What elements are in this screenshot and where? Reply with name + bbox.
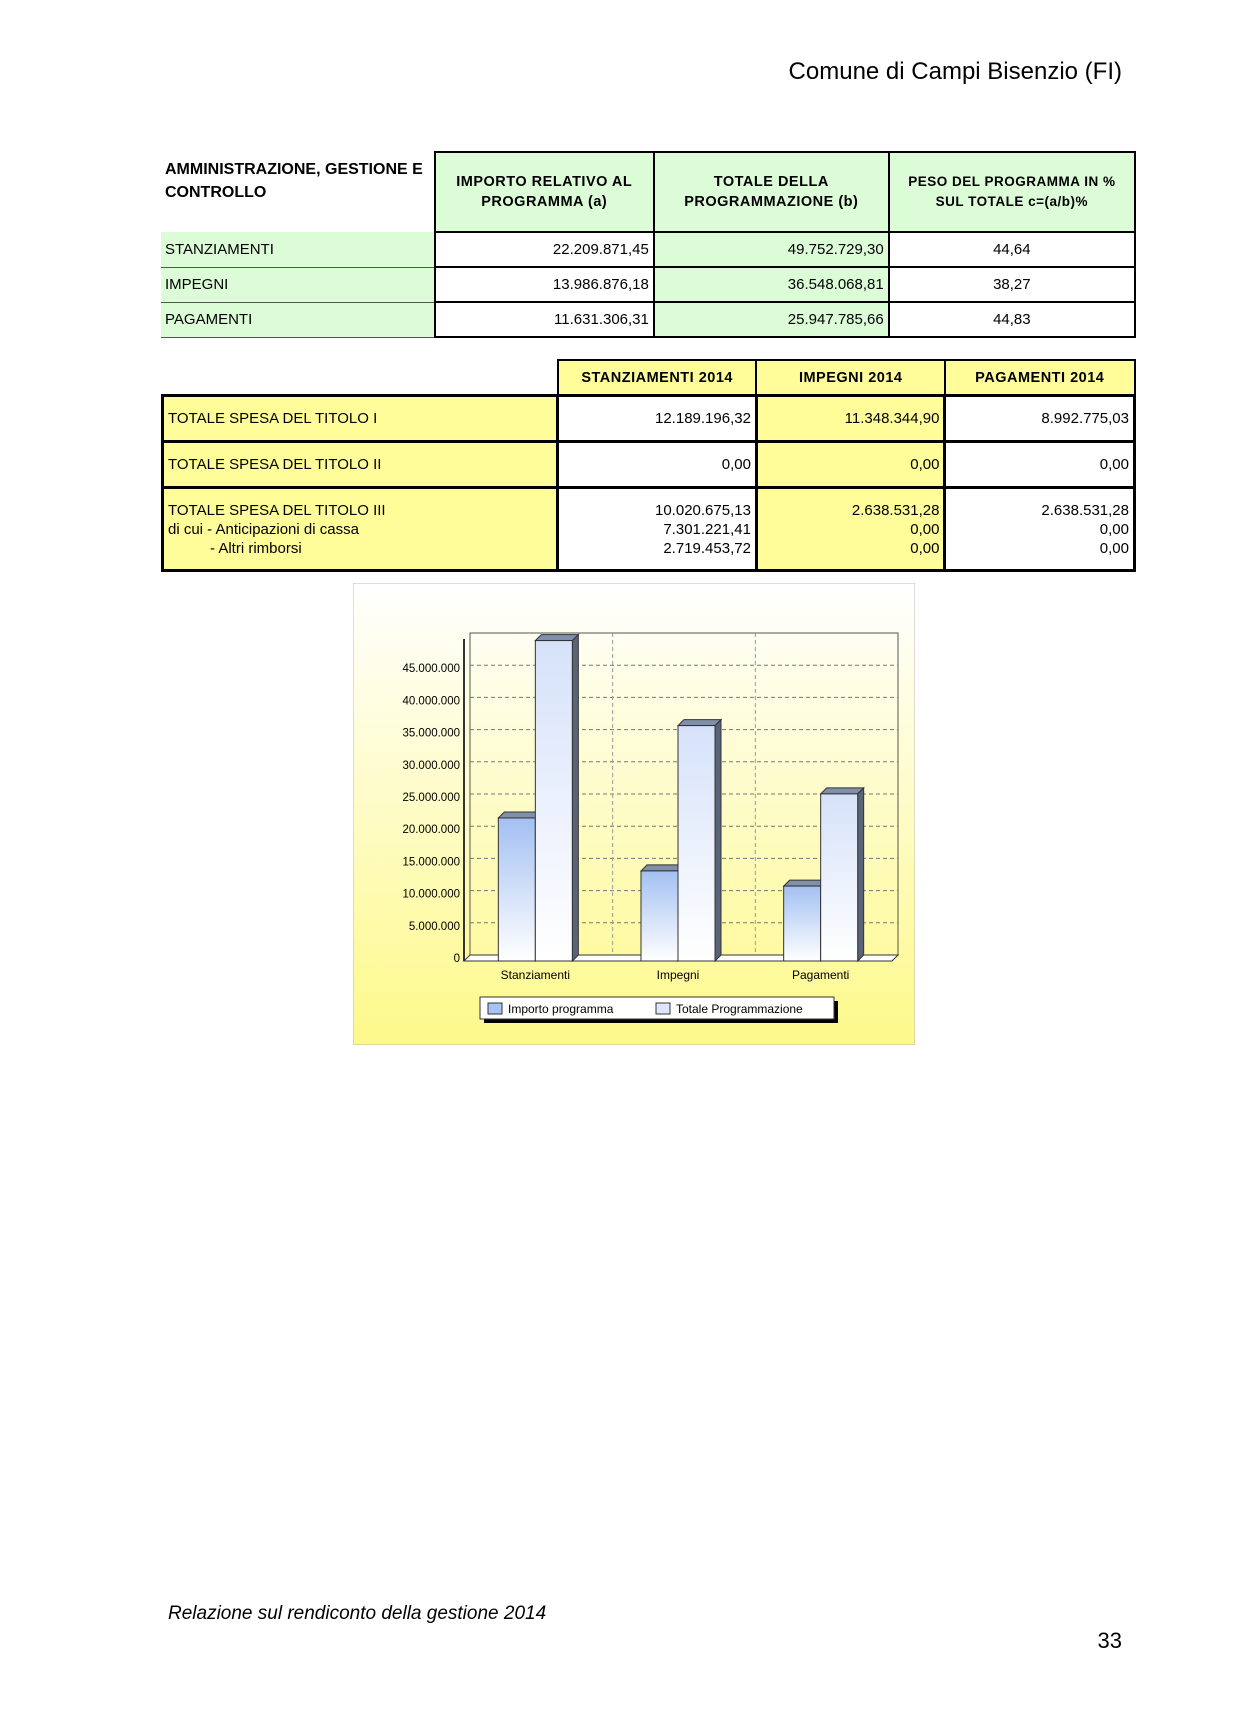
legend-label: Totale Programmazione — [676, 1002, 803, 1016]
x-tick-label: Impegni — [656, 968, 700, 982]
bar-totale-programmazione — [678, 726, 715, 961]
bar-totale-programmazione — [821, 794, 858, 961]
table-row — [163, 396, 1135, 442]
bar-importo-programma — [784, 886, 821, 961]
cell: 36.548.068,81 — [654, 267, 889, 302]
row-sublabel: di cui - Anticipazioni di cassa — [168, 520, 359, 538]
cell: 8.992.775,03 — [945, 396, 1135, 442]
cell: 0,00 — [558, 442, 757, 488]
cell: 10.020.675,13 — [655, 501, 751, 519]
col-header: PAGAMENTI 2014 — [945, 360, 1135, 396]
page-header: Comune di Campi Bisenzio (FI) — [788, 58, 1122, 85]
cell: 11.348.344,90 — [756, 396, 945, 442]
legend-label: Importo programma — [508, 1002, 614, 1016]
cell: 7.301.221,41 — [663, 520, 751, 538]
page-number: 33 — [1097, 1628, 1122, 1653]
cell: 0,00 — [910, 520, 940, 538]
table-row — [161, 302, 1135, 337]
row-label: TOTALE SPESA DEL TITOLO II — [163, 442, 558, 488]
cell: 44,64 — [889, 232, 1135, 267]
row-label: PAGAMENTI — [161, 302, 435, 337]
row-label: STANZIAMENTI — [161, 232, 435, 267]
footer-text: Relazione sul rendiconto della gestione 2014 — [168, 1603, 547, 1624]
table-row — [161, 232, 1135, 267]
cell: 44,83 — [889, 302, 1135, 337]
program-summary-table — [161, 151, 1136, 338]
cell: 0,00 — [1099, 539, 1129, 557]
cell: 25.947.785,66 — [654, 302, 889, 337]
y-tick-label: 35.000.000 — [402, 727, 460, 740]
cell: 2.638.531,28 — [851, 501, 940, 519]
bar-top — [821, 788, 864, 794]
legend-swatch — [488, 1003, 502, 1014]
col-header: PESO DEL PROGRAMMA IN % SUL TOTALE c=(a/b)% — [889, 152, 1135, 232]
table-row — [163, 488, 1135, 571]
legend-swatch — [656, 1003, 670, 1014]
y-tick-label: 30.000.000 — [402, 759, 460, 772]
row-label: TOTALE SPESA DEL TITOLO III — [168, 501, 386, 519]
x-tick-label: Pagamenti — [791, 968, 850, 982]
cell: 13.986.876,18 — [435, 267, 654, 302]
cell: 0,00 — [1099, 520, 1129, 538]
x-tick-label: Stanziamenti — [500, 968, 571, 982]
cell: 11.631.306,31 — [435, 302, 654, 337]
table-row — [161, 267, 1135, 302]
cell: 2.638.531,28 — [1041, 501, 1129, 519]
y-tick-label: 10.000.000 — [402, 888, 460, 901]
y-tick-label: 0 — [453, 953, 460, 965]
bar-chart — [353, 583, 915, 1045]
bar-importo-programma — [498, 818, 535, 961]
y-tick-label: 20.000.000 — [402, 824, 460, 837]
y-tick-label: 5.000.000 — [408, 920, 460, 933]
cell: 0,00 — [910, 539, 940, 557]
y-tick-label: 25.000.000 — [402, 792, 460, 804]
row-label: IMPEGNI — [161, 267, 435, 302]
cell: 0,00 — [945, 442, 1135, 488]
cell: 2.719.453,72 — [663, 539, 751, 557]
col-header: STANZIAMENTI 2014 — [558, 360, 757, 396]
y-tick-label: 15.000.000 — [402, 856, 460, 869]
table-title: AMMINISTRAZIONE, GESTIONE E CONTROLLO — [165, 161, 423, 201]
cell: 12.189.196,32 — [558, 396, 757, 442]
y-tick-label: 45.000.000 — [402, 663, 460, 676]
bar-top — [678, 720, 721, 726]
cell: 0,00 — [756, 442, 945, 488]
cell: 49.752.729,30 — [654, 232, 889, 267]
titles-spending-table — [161, 359, 1136, 572]
bar-side — [715, 720, 721, 961]
row-sublabel: - Altri rimborsi — [210, 539, 302, 557]
row-label: TOTALE SPESA DEL TITOLO I — [163, 396, 558, 442]
cell: 22.209.871,45 — [435, 232, 654, 267]
bar-side — [572, 635, 578, 961]
col-header: IMPEGNI 2014 — [756, 360, 945, 396]
col-header: IMPORTO RELATIVO AL PROGRAMMA (a) — [435, 152, 654, 232]
table-row — [163, 442, 1135, 488]
col-header: TOTALE DELLA PROGRAMMAZIONE (b) — [654, 152, 889, 232]
cell: 38,27 — [889, 267, 1135, 302]
bar-top — [535, 635, 578, 641]
bar-importo-programma — [641, 871, 678, 961]
bar-side — [858, 788, 864, 961]
bar-totale-programmazione — [535, 641, 572, 961]
y-tick-label: 40.000.000 — [402, 695, 460, 708]
